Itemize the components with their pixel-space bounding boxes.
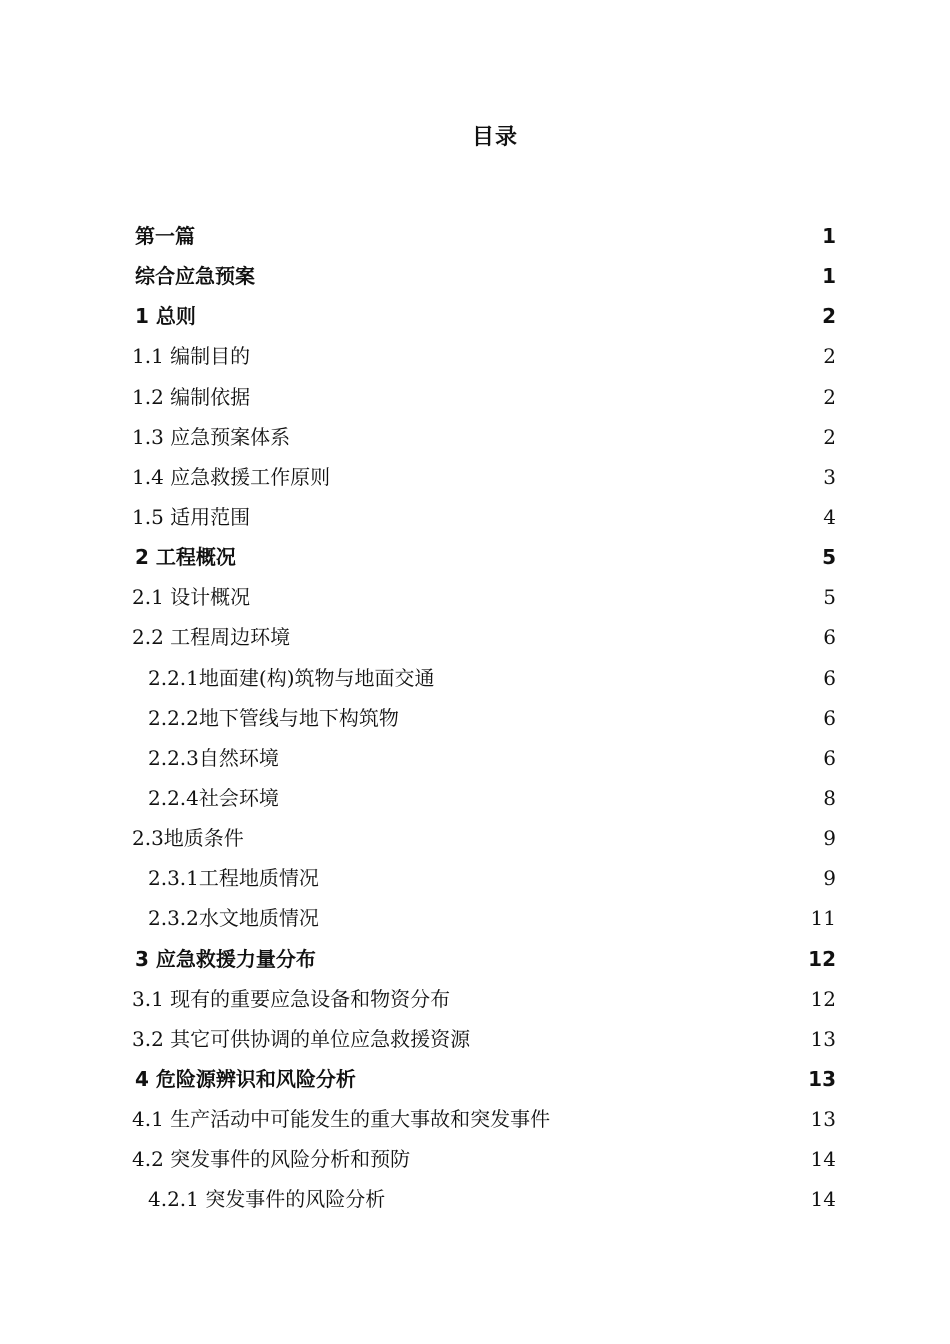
toc-entry-page-number: 1: [822, 224, 836, 248]
toc-entry-label: 1.1 编制目的: [132, 344, 251, 369]
toc-entry-page-number: 14: [810, 1187, 836, 1212]
toc-entry-label: 3.1 现有的重要应急设备和物资分布: [132, 986, 451, 1011]
toc-entry[interactable]: [132, 497, 836, 537]
toc-title: 目录: [471, 125, 518, 150]
toc-entry-page-number: 11: [810, 906, 836, 931]
toc-entry-page-number: 6: [823, 705, 836, 730]
toc-entry-page-number: 12: [808, 946, 836, 971]
toc-entry[interactable]: [132, 858, 836, 898]
toc-entry-page-number: 9: [823, 826, 836, 851]
toc-entry[interactable]: [132, 216, 836, 256]
toc-entry-label: 2.2.4社会环境: [148, 785, 279, 810]
toc-entry-page-number: 4: [823, 504, 836, 529]
toc-entry-page-number: 6: [823, 745, 836, 770]
toc-entry-label: 4 危险源辨识和风险分析: [135, 1066, 356, 1091]
toc-entry-label: 1.4 应急救援工作原则: [132, 464, 331, 489]
toc-entry-label: 4.2.1 突发事件的风险分析: [148, 1187, 386, 1212]
toc-entry[interactable]: [132, 979, 836, 1019]
toc-entry[interactable]: [132, 457, 836, 497]
toc-entry-label: 2.3地质条件: [132, 826, 244, 851]
toc-entry-label: 2.2.2地下管线与地下构筑物: [148, 705, 399, 730]
toc-entry-label: 2.3.1工程地质情况: [148, 866, 319, 891]
toc-entry-label: 4.2 突发事件的风险分析和预防: [132, 1147, 411, 1172]
toc-entry[interactable]: [132, 296, 836, 336]
toc-entry[interactable]: [132, 537, 836, 577]
toc-entry[interactable]: [132, 256, 836, 296]
toc-entry-page-number: 6: [823, 665, 836, 690]
toc-list: [132, 216, 836, 1220]
toc-entry-label: 2.2.1地面建(构)筑物与地面交通: [148, 665, 435, 690]
toc-entry[interactable]: [132, 738, 836, 778]
toc-entry-label: 综合应急预案: [135, 264, 255, 289]
toc-entry-page-number: 12: [810, 986, 836, 1011]
toc-entry[interactable]: [132, 1139, 836, 1179]
toc-entry-page-number: 14: [810, 1147, 836, 1172]
toc-entry-label: 1 总则: [135, 304, 196, 329]
toc-entry-page-number: 13: [810, 1107, 836, 1132]
toc-entry-page-number: 1: [822, 264, 836, 289]
toc-entry-label: 2.2 工程周边环境: [132, 625, 291, 650]
toc-entry-label: 2.3.2水文地质情况: [148, 906, 319, 931]
toc-entry[interactable]: [132, 698, 836, 738]
toc-entry[interactable]: [132, 1179, 836, 1219]
toc-entry-page-number: 5: [823, 585, 836, 610]
toc-entry[interactable]: [132, 336, 836, 376]
toc-entry-page-number: 2: [822, 304, 836, 329]
toc-entry-label: 3.2 其它可供协调的单位应急救援资源: [132, 1026, 471, 1051]
toc-entry[interactable]: [132, 939, 836, 979]
toc-entry-page-number: 2: [823, 384, 836, 409]
toc-entry-page-number: 3: [823, 464, 836, 489]
toc-entry[interactable]: [132, 617, 836, 657]
toc-entry[interactable]: [132, 898, 836, 938]
toc-entry[interactable]: [132, 1059, 836, 1099]
toc-entry-label: 2.1 设计概况: [132, 585, 251, 610]
toc-entry[interactable]: [132, 577, 836, 617]
toc-entry-label: 1.2 编制依据: [132, 384, 251, 409]
toc-entry-page-number: 13: [808, 1066, 836, 1091]
toc-entry-page-number: 5: [822, 545, 836, 570]
toc-entry-label: 2 工程概况: [135, 545, 236, 570]
toc-entry-page-number: 13: [810, 1026, 836, 1051]
toc-entry-label: 3 应急救援力量分布: [135, 946, 316, 971]
toc-entry[interactable]: [132, 778, 836, 818]
toc-entry-page-number: 2: [823, 344, 836, 369]
toc-entry-page-number: 8: [823, 785, 836, 810]
toc-entry-label: 1.5 适用范围: [132, 504, 251, 529]
toc-entry-label: 2.2.3自然环境: [148, 745, 279, 770]
toc-entry-page-number: 2: [823, 424, 836, 449]
toc-entry-label: 4.1 生产活动中可能发生的重大事故和突发事件: [132, 1107, 551, 1132]
toc-entry[interactable]: [132, 377, 836, 417]
toc-entry[interactable]: [132, 658, 836, 698]
toc-entry[interactable]: [132, 1099, 836, 1139]
toc-entry[interactable]: [132, 1019, 836, 1059]
toc-entry[interactable]: [132, 417, 836, 457]
toc-entry-page-number: 6: [823, 625, 836, 650]
toc-entry-label: 1.3 应急预案体系: [132, 424, 291, 449]
toc-entry-label: 第一篇: [135, 224, 195, 248]
toc-entry-page-number: 9: [823, 866, 836, 891]
toc-entry[interactable]: [132, 818, 836, 858]
